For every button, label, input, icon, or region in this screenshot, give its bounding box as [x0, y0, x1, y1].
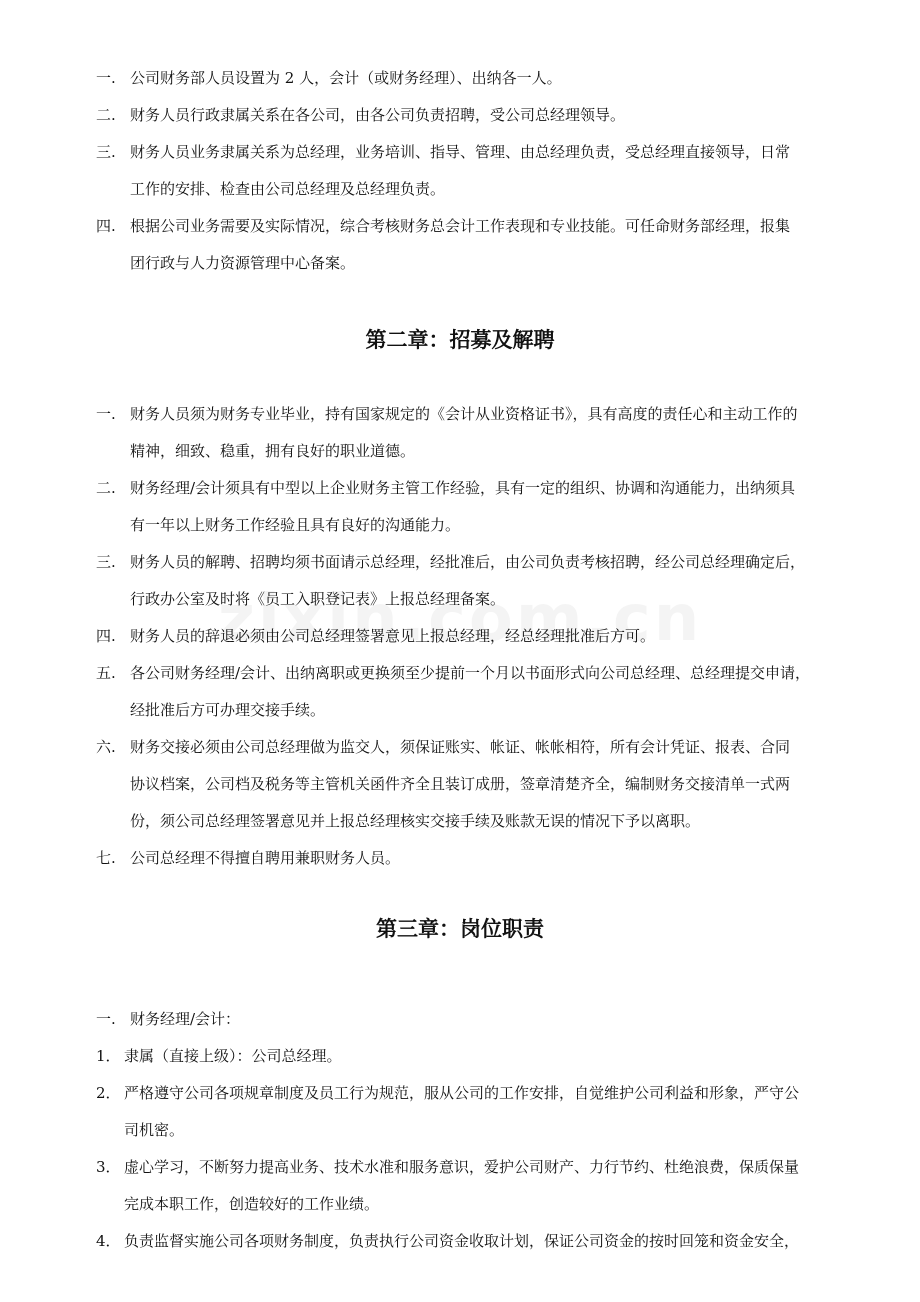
item-number: 一.	[96, 69, 116, 87]
item-text	[130, 840, 852, 877]
item-number: 四.	[96, 627, 116, 645]
text-line: 司机密。	[124, 1121, 185, 1139]
text-line: 严格遵守公司各项规章制度及员工行为规范，服从公司的工作安排，自觉维护公司利益和形象，严守公	[124, 1084, 800, 1102]
text-line: 财务经理/会计须具有中型以上企业财务主管工作经验，具有一定的组织、协调和沟通能力，出纳须具	[130, 479, 796, 497]
text-line: 财务交接必须由公司总经理做为监交人，须保证账实、帐证、帐帐相符，所有会计凭证、报表、合同	[130, 738, 791, 756]
text-line: 行政办公室及时将《员工入职登记表》上报总经理备案。	[130, 590, 506, 608]
item-text	[130, 396, 852, 470]
item-text	[130, 729, 852, 840]
text-line: 团行政与人力资源管理中心备案。	[130, 254, 356, 272]
item-text	[130, 1001, 852, 1038]
text-line: 隶属（直接上级）：公司总经理。	[124, 1047, 342, 1065]
text-line: 财务人员行政隶属关系在各公司，由各公司负责招聘，受公司总经理领导。	[130, 106, 626, 124]
item-number: 七.	[96, 849, 116, 867]
item-text	[130, 470, 852, 544]
item-number: 六.	[96, 738, 116, 756]
item-number: 二.	[96, 106, 116, 124]
text-line: 财务人员的辞退必须由公司总经理签署意见上报总经理，经总经理批准后方可。	[130, 627, 656, 645]
text-line: 财务人员须为财务专业毕业，持有国家规定的《会计从业资格证书》，具有高度的责任心和主动工作的	[130, 405, 798, 423]
item-number: 4．	[96, 1232, 121, 1250]
text-line: 精神，细致、稳重，拥有良好的职业道德。	[130, 442, 416, 460]
text-line: 公司总经理不得擅自聘用兼职财务人员。	[130, 849, 401, 867]
item-number: 四.	[96, 217, 116, 235]
item-text	[130, 134, 852, 208]
item-text	[130, 208, 852, 282]
text-line: 公司财务部人员设置为 2 人，会计（或财务经理）、出纳各一人。	[130, 69, 562, 87]
item-number: 一.	[96, 1010, 116, 1028]
text-line: 负责监督实施公司各项财务制度，负责执行公司资金收取计划，保证公司资金的按时回笼和资金安全，	[124, 1232, 800, 1250]
text-line: 完成本职工作，创造较好的工作业绩。	[124, 1195, 380, 1213]
text-line: 财务经理/会计：	[130, 1010, 241, 1028]
chapter-heading: 第二章：招募及解聘	[365, 328, 555, 352]
item-number: 一.	[96, 405, 116, 423]
item-text	[124, 1223, 852, 1260]
text-line: 财务人员的解聘、招聘均须书面请示总经理，经批准后，由公司负责考核招聘，经公司总经理确定后，	[130, 553, 806, 571]
item-text	[130, 618, 852, 655]
item-number: 1．	[96, 1047, 121, 1065]
item-text	[130, 655, 852, 729]
item-number: 五.	[96, 664, 116, 682]
item-text	[130, 60, 852, 97]
text-line: 份，须公司总经理签署意见并上报总经理核实交接手续及账款无误的情况下予以离职。	[130, 812, 701, 830]
text-line: 有一年以上财务工作经验且具有良好的沟通能力。	[130, 516, 461, 534]
item-text	[130, 97, 852, 134]
text-line: 各公司财务经理/会计、出纳离职或更换须至少提前一个月以书面形式向公司总经理、总经理提交申请，	[130, 664, 811, 682]
chapter-heading: 第三章：岗位职责	[376, 917, 544, 941]
item-number: 2．	[96, 1084, 121, 1102]
item-text	[124, 1149, 852, 1223]
item-text	[124, 1075, 852, 1149]
text-line: 根据公司业务需要及实际情况，综合考核财务总会计工作表现和专业技能。可任命财务部经理，报集	[130, 217, 791, 235]
text-line: 协议档案，公司档及税务等主管机关函件齐全且装订成册，签章清楚齐全，编制财务交接清单一式两	[130, 775, 791, 793]
text-line: 工作的安排、检查由公司总经理及总经理负责。	[130, 180, 446, 198]
item-text	[130, 544, 852, 618]
item-text	[124, 1038, 852, 1075]
item-number: 二.	[96, 479, 116, 497]
text-line: 经批准后方可办理交接手续。	[130, 701, 326, 719]
item-number: 三.	[96, 553, 116, 571]
item-number: 3．	[96, 1158, 121, 1176]
text-line: 财务人员业务隶属关系为总经理，业务培训、指导、管理、由总经理负责，受总经理直接领导，日常	[130, 143, 791, 161]
item-number: 三.	[96, 143, 116, 161]
text-line: 虚心学习，不断努力提高业务、技术水准和服务意识，爱护公司财产、力行节约、杜绝浪费，保质保量	[124, 1158, 800, 1176]
